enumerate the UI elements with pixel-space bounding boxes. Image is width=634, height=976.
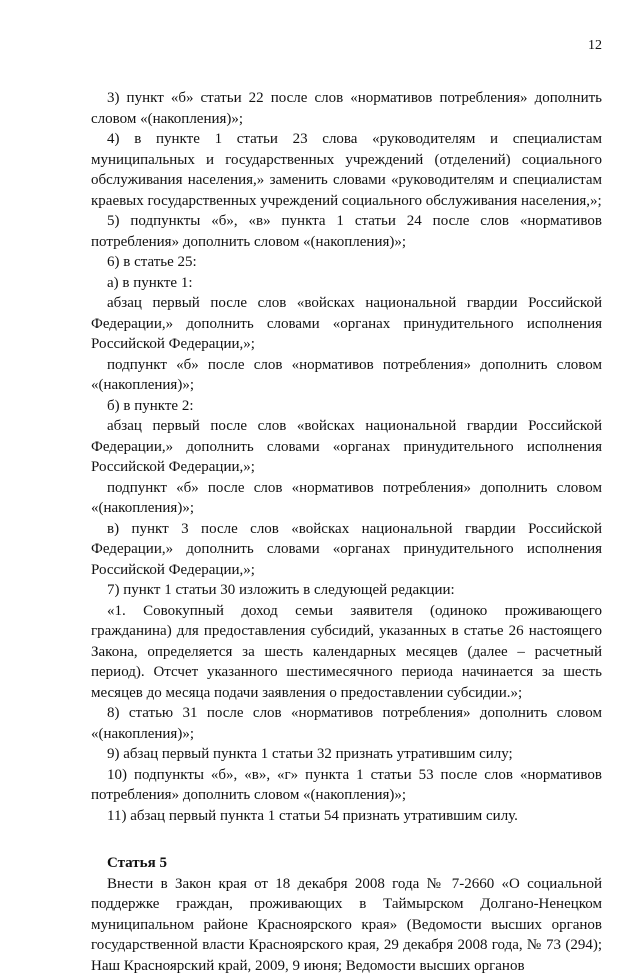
subitem-b-subpoint-b: подпункт «б» после слов «нормативов потребления» дополнить словом «(накопления)»; <box>91 478 602 519</box>
paragraph-item-9: 9) абзац первый пункта 1 статьи 32 признать утратившим силу; <box>91 744 602 765</box>
paragraph-item-4: 4) в пункте 1 статьи 23 слова «руководителям и специалистам муниципальных и государственных учреждений (отделений) социального обслуживания населения,» заменить словами «руководителям и специалистам краевых государственных учреждений социального обслуживания населения,»; <box>91 129 602 211</box>
paragraph-item-7: 7) пункт 1 статьи 30 изложить в следующей редакции: <box>91 580 602 601</box>
subitem-a-paragraph-1: абзац первый после слов «войсках национальной гвардии Российской Федерации,» дополнить словами «органах принудительного исполнения Российской Федерации,»; <box>91 293 602 355</box>
article-title: Статья 5 <box>91 853 602 874</box>
document-body <box>91 88 602 976</box>
subitem-b-paragraph-1: абзац первый после слов «войсках национальной гвардии Российской Федерации,» дополнить словами «органах принудительного исполнения Российской Федерации,»; <box>91 416 602 478</box>
subitem-v: в) пункт 3 после слов «войсках национальной гвардии Российской Федерации,» дополнить словами «органах принудительного исполнения Российской Федерации,»; <box>91 519 602 581</box>
quoted-new-text: «1. Совокупный доход семьи заявителя (одиноко проживающего гражданина) для предоставления субсидий, указанных в статье 26 настоящего Закона, определяется за шесть календарных месяцев (далее – расчетный период). Отсчет указанного шестимесячного периода начинается за шесть месяцев до месяца подачи заявления о предоставлении субсидии.»; <box>91 601 602 704</box>
paragraph-item-6: 6) в статье 25: <box>91 252 602 273</box>
paragraph-item-8: 8) статью 31 после слов «нормативов потребления» дополнить словом «(накопления)»; <box>91 703 602 744</box>
subitem-a: а) в пункте 1: <box>91 273 602 294</box>
paragraph-item-3: 3) пункт «б» статьи 22 после слов «нормативов потребления» дополнить словом «(накопления)»; <box>91 88 602 129</box>
subitem-a-subpoint-b: подпункт «б» после слов «нормативов потребления» дополнить словом «(накопления)»; <box>91 355 602 396</box>
page-number: 12 <box>588 38 602 54</box>
paragraph-item-11: 11) абзац первый пункта 1 статьи 54 признать утратившим силу. <box>91 806 602 827</box>
paragraph-item-5: 5) подпункты «б», «в» пункта 1 статьи 24 после слов «нормативов потребления» дополнить словом «(накопления)»; <box>91 211 602 252</box>
paragraph-item-10: 10) подпункты «б», «в», «г» пункта 1 статьи 53 после слов «нормативов потребления» дополнить словом «(накопления)»; <box>91 765 602 806</box>
subitem-b: б) в пункте 2: <box>91 396 602 417</box>
article-text: Внести в Закон края от 18 декабря 2008 года № 7-2660 «О социальной поддержке граждан, проживающих в Таймырском Долгано-Ненецком муниципальном районе Красноярского края» (Ведомости высших органов государственной власти Красноярского края, 29 декабря 2008 года, № 73 (294); Наш Красноярский край, 2009, 9 июня; Ведомости высших органов <box>91 874 602 976</box>
